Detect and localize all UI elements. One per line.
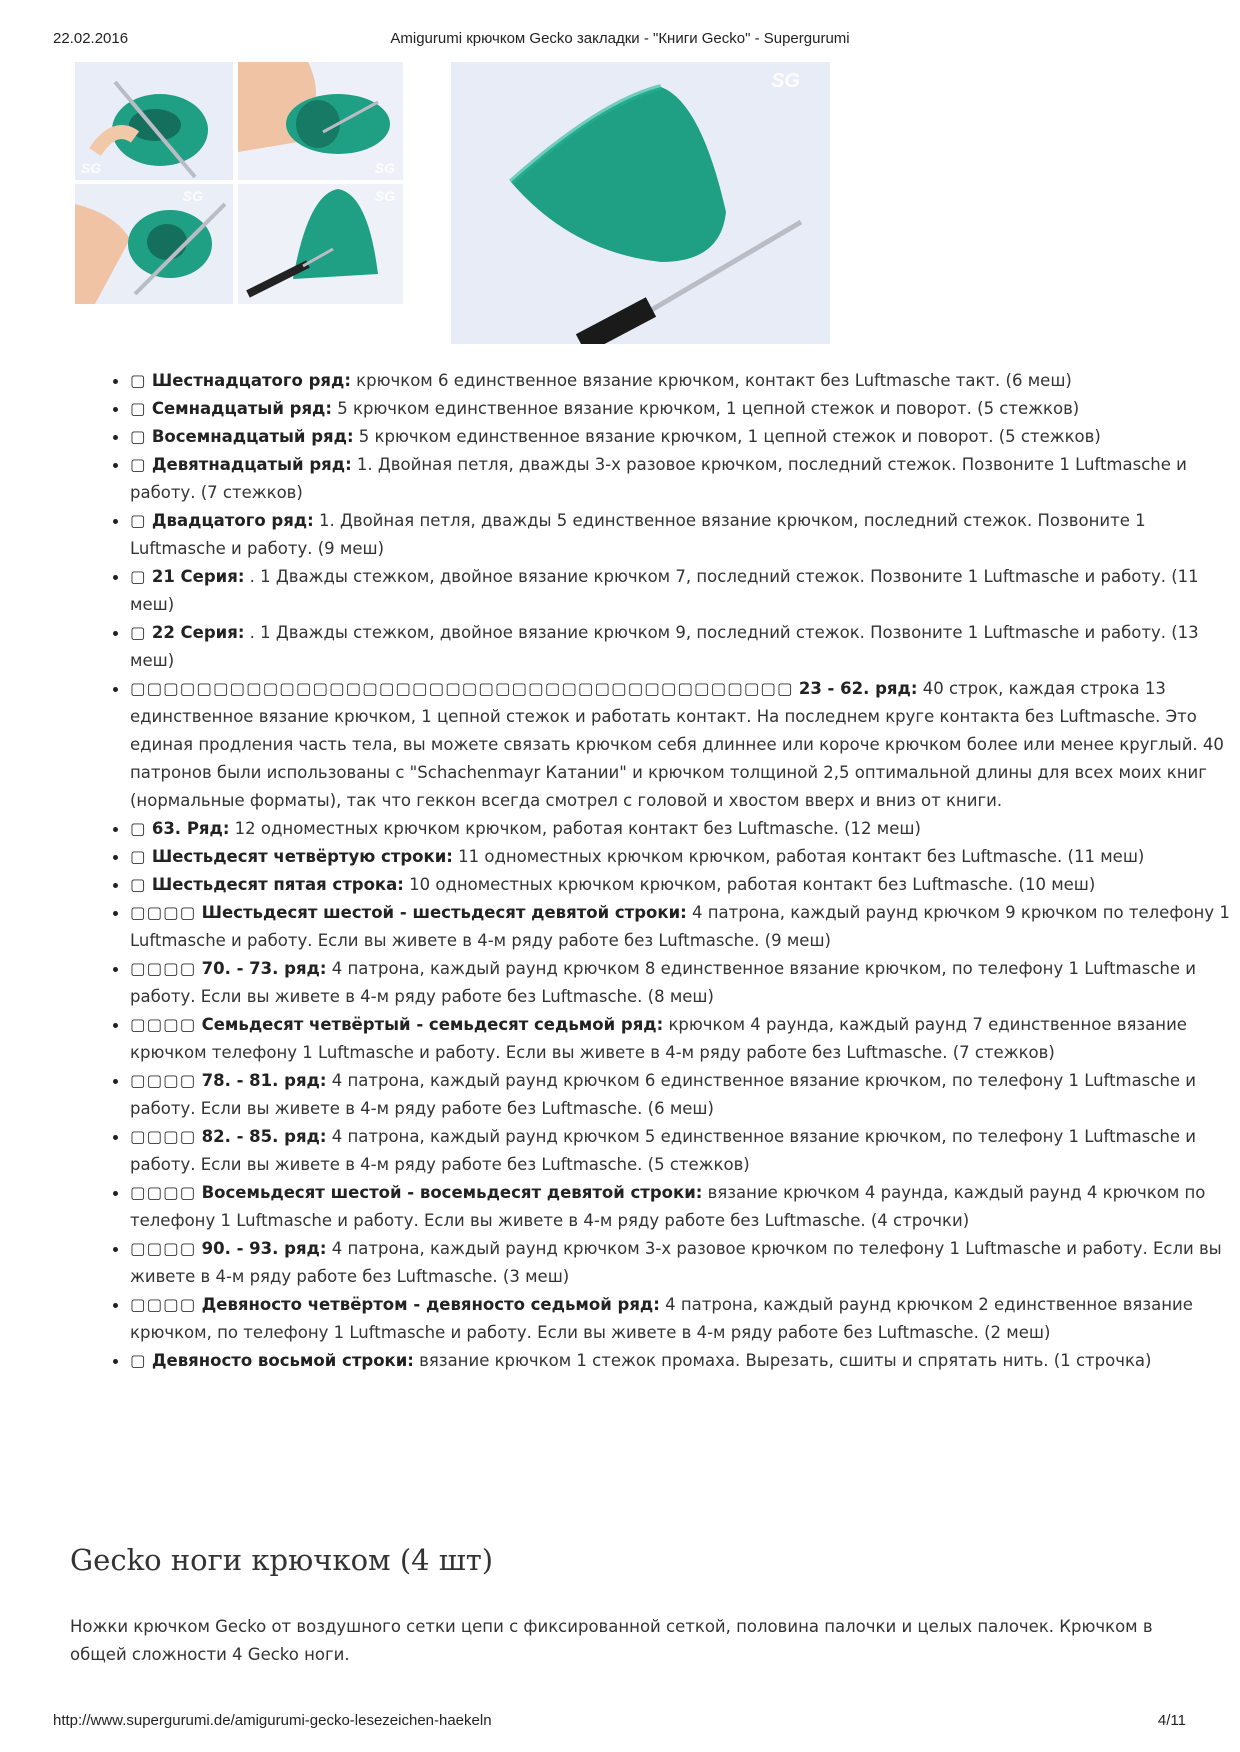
- row-label: Шестнадцатого ряд:: [151, 371, 351, 390]
- footer-url: http://www.supergurumi.de/amigurumi-gecko-lesezeichen-haekeln: [53, 1712, 492, 1729]
- row-label: 90. - 93. ряд:: [201, 1239, 327, 1258]
- checkbox-icon: ▢▢▢▢: [130, 1239, 197, 1258]
- checkbox-icon: ▢▢▢▢: [130, 1071, 197, 1090]
- checkbox-icon: ▢: [130, 819, 147, 838]
- checkbox-icon: ▢▢▢▢: [130, 1127, 197, 1146]
- page-number: 4/11: [1157, 1712, 1186, 1729]
- row-label: Девятнадцатый ряд:: [151, 455, 352, 474]
- watermark-text: SG: [374, 188, 395, 204]
- list-item: [130, 1347, 1240, 1375]
- row-text: 4 патрона, каждый раунд крючком 6 единственное вязание крючком, по телефону 1 Luftmasche и работу. Если вы живете в 4-м ряду работе без Luftmasche. (6 меш): [130, 1071, 1196, 1118]
- row-label: Девяносто восьмой строки:: [151, 1351, 414, 1370]
- checkbox-icon: ▢▢▢▢: [130, 1015, 197, 1034]
- row-text: 11 одноместных крючком крючком, работая контакт без Luftmasche. (11 меш): [452, 847, 1145, 866]
- list-item: [130, 367, 1240, 395]
- list-item: [130, 451, 1240, 507]
- row-instructions-list: [75, 367, 1240, 1375]
- row-label: 78. - 81. ряд:: [201, 1071, 327, 1090]
- row-text: 40 строк, каждая строка 13 единственное вязание крючком, 1 цепной стежок и работать контакт. На последнем круге контакта без Luftmasche. Это единая продления часть тела, вы можете связать крючком себя длиннее или короче крючком более или менее круглый. 40 патронов были использованы с "Schachenmayr Катании" и крючком толщиной 2,5 оптимальной длины для всех моих книг (нормальные форматы), так что геккон всегда смотрел с головой и хвостом вверх и вниз от книги.: [130, 679, 1224, 810]
- row-label: 63. Ряд:: [151, 819, 230, 838]
- row-label: 22 Серия:: [151, 623, 245, 642]
- list-item: [130, 507, 1240, 563]
- row-text: 5 крючком единственное вязание крючком, 1 цепной стежок и поворот. (5 стежков): [353, 427, 1101, 446]
- row-text: вязание крючком 4 раунда, каждый раунд 4 крючком по телефону 1 Luftmasche и работу. Если вы живете в 4-м ряду работе без Luftmasche. (4 строчки): [130, 1183, 1206, 1230]
- row-label: 82. - 85. ряд:: [201, 1127, 327, 1146]
- list-item: [130, 1123, 1240, 1179]
- photo-collage: [75, 62, 830, 344]
- list-item: [130, 843, 1240, 871]
- row-label: Шестьдесят четвёртую строки:: [151, 847, 453, 866]
- row-label: 70. - 73. ряд:: [201, 959, 327, 978]
- list-item: [130, 563, 1240, 619]
- row-label: 23 - 62. ряд:: [798, 679, 918, 698]
- watermark-text: SG: [182, 188, 203, 204]
- row-text: 1. Двойная петля, дважды 3-х разовое крючком, последний стежок. Позвоните 1 Luftmasche и работу. (7 стежков): [130, 455, 1187, 502]
- list-item: [130, 1067, 1240, 1123]
- checkbox-icon: ▢: [130, 567, 147, 586]
- print-date: 22.02.2016: [53, 30, 129, 47]
- checkbox-icon: ▢: [130, 427, 147, 446]
- list-item: [130, 899, 1240, 955]
- list-item: [130, 1235, 1240, 1291]
- checkbox-icon: ▢▢▢▢: [130, 959, 197, 978]
- checkbox-icon: ▢: [130, 1351, 147, 1370]
- photo-step-2: [238, 62, 403, 180]
- row-text: 10 одноместных крючком крючком, работая контакт без Luftmasche. (10 меш): [403, 875, 1096, 894]
- list-item: [130, 1291, 1240, 1347]
- list-item: [130, 675, 1240, 815]
- row-text: крючком 6 единственное вязание крючком, контакт без Luftmasche такт. (6 меш): [350, 371, 1072, 390]
- checkbox-icon: ▢: [130, 371, 147, 390]
- photo-step-4: [238, 184, 403, 304]
- checkbox-icon: ▢▢▢▢: [130, 1183, 197, 1202]
- row-label: 21 Серия:: [151, 567, 245, 586]
- row-text: . 1 Дважды стежком, двойное вязание крючком 7, последний стежок. Позвоните 1 Luftmasche и работу. (11 меш): [130, 567, 1199, 614]
- list-item: [130, 1011, 1240, 1067]
- row-label: Восемнадцатый ряд:: [151, 427, 354, 446]
- watermark-text: SG: [81, 160, 102, 176]
- row-label: Семьдесят четвёртый - семьдесят седьмой ряд:: [201, 1015, 664, 1034]
- list-item: [130, 1179, 1240, 1235]
- row-label: Семнадцатый ряд:: [151, 399, 332, 418]
- row-label: Восемьдесят шестой - восемьдесят девятой строки:: [201, 1183, 703, 1202]
- row-text: 12 одноместных крючком крючком, работая контакт без Luftmasche. (12 меш): [229, 819, 921, 838]
- row-text: крючком 4 раунда, каждый раунд 7 единственное вязание крючком телефону 1 Luftmasche и работу. Если вы живете в 4-м ряду работе без Luftmasche. (7 стежков): [130, 1015, 1187, 1062]
- section-heading: Gecko ноги крючком (4 шт): [70, 1543, 494, 1577]
- checkbox-icon: ▢▢▢▢▢▢▢▢▢▢▢▢▢▢▢▢▢▢▢▢▢▢▢▢▢▢▢▢▢▢▢▢▢▢▢▢▢▢▢▢: [130, 679, 794, 698]
- list-item: [130, 619, 1240, 675]
- row-text: 4 патрона, каждый раунд крючком 9 крючком по телефону 1 Luftmasche и работу. Если вы живете в 4-м ряду работе без Luftmasche. (9 меш): [130, 903, 1230, 950]
- checkbox-icon: ▢: [130, 875, 147, 894]
- list-item: [130, 815, 1240, 843]
- checkbox-icon: ▢: [130, 623, 147, 642]
- row-label: Шестьдесят пятая строка:: [151, 875, 404, 894]
- row-text: 4 патрона, каждый раунд крючком 5 единственное вязание крючком, по телефону 1 Luftmasche и работу. Если вы живете в 4-м ряду работе без Luftmasche. (5 стежков): [130, 1127, 1196, 1174]
- row-text: 4 патрона, каждый раунд крючком 3-х разовое крючком по телефону 1 Luftmasche и работу. Если вы живете в 4-м ряду работе без Luftmasche. (3 меш): [130, 1239, 1222, 1286]
- row-label: Девяносто четвёртом - девяносто седьмой ряд:: [201, 1295, 660, 1314]
- page-title: Amigurumi крючком Gecko закладки - "Книги Gecko" - Supergurumi: [390, 30, 850, 47]
- row-text: 5 крючком единственное вязание крючком, 1 цепной стежок и поворот. (5 стежков): [331, 399, 1080, 418]
- watermark-text: SG: [374, 160, 395, 176]
- checkbox-icon: ▢: [130, 399, 147, 418]
- row-label: Двадцатого ряд:: [151, 511, 314, 530]
- row-text: 4 патрона, каждый раунд крючком 2 единственное вязание крючком, по телефону 1 Luftmasche и работу. Если вы живете в 4-м ряду работе без Luftmasche. (2 меш): [130, 1295, 1193, 1342]
- checkbox-icon: ▢▢▢▢: [130, 1295, 197, 1314]
- photo-step-3: [75, 184, 233, 304]
- photo-step-result: [451, 62, 830, 344]
- row-text: 4 патрона, каждый раунд крючком 8 единственное вязание крючком, по телефону 1 Luftmasche и работу. Если вы живете в 4-м ряду работе без Luftmasche. (8 меш): [130, 959, 1196, 1006]
- row-text: вязание крючком 1 стежок промаха. Вырезать, сшиты и спрятать нить. (1 строчка): [413, 1351, 1152, 1370]
- section-paragraph: Ножки крючком Gecko от воздушного сетки цепи с фиксированной сеткой, половина палочки и целых палочек. Крючком в общей сложности 4 Gecko ноги.: [70, 1617, 1153, 1664]
- checkbox-icon: ▢▢▢▢: [130, 903, 197, 922]
- list-item: [130, 423, 1240, 451]
- photo-step-1: [75, 62, 233, 180]
- row-text: . 1 Дважды стежком, двойное вязание крючком 9, последний стежок. Позвоните 1 Luftmasche и работу. (13 меш): [130, 623, 1199, 670]
- list-item: [130, 871, 1240, 899]
- list-item: [130, 955, 1240, 1011]
- row-text: 1. Двойная петля, дважды 5 единственное вязание крючком, последний стежок. Позвоните 1 Luftmasche и работу. (9 меш): [130, 511, 1146, 558]
- row-label: Шестьдесят шестой - шестьдесят девятой строки:: [201, 903, 687, 922]
- watermark-text: SG: [771, 70, 800, 92]
- checkbox-icon: ▢: [130, 455, 147, 474]
- checkbox-icon: ▢: [130, 847, 147, 866]
- checkbox-icon: ▢: [130, 511, 147, 530]
- list-item: [130, 395, 1240, 423]
